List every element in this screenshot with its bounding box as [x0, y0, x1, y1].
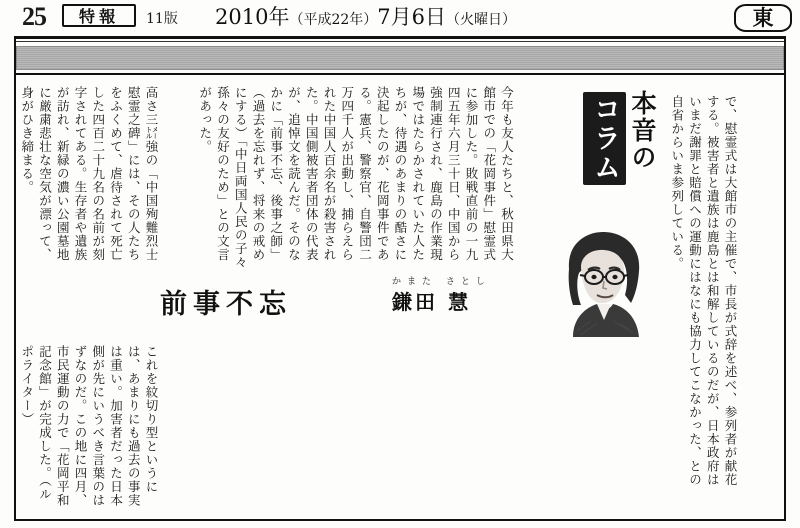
section-badge: 特報 [62, 4, 136, 27]
article-body-lower [18, 345, 558, 510]
column-logo [548, 86, 660, 218]
column-logo-katakana: コラム [583, 92, 626, 185]
rule-thin [14, 41, 786, 42]
article-body-left-top [18, 86, 194, 272]
article-body-right [668, 95, 778, 499]
column-logo-main: 本音の [628, 90, 657, 171]
page-number: 25 [22, 2, 46, 31]
article-body-middle [196, 86, 515, 272]
logo-glyph: 東 [752, 5, 774, 30]
gray-band [16, 46, 784, 70]
issue-date [215, 1, 516, 31]
byline: 鎌田 慧 [392, 290, 471, 314]
byline-ruby: かまた さとし [392, 277, 491, 287]
article-text-lower: これを紋切り型というには、あまりにも過去の事実は重い。加害者だった日本側が先にいうべき言葉のはずなのだ。この地に四月、市民運動の力で「花岡平和記念館」が完成した。（ルポライター） [19, 345, 159, 507]
frame-bottom [14, 519, 786, 521]
frame-left [14, 36, 16, 520]
article-text-middle: 今年も友人たちと、秋田県大館市での「花岡事件」慰霊式に参加した。敗戦直前の一九四五年六月三十日、中国から強制連行され、鹿島の作業現場ではたらかされていた人たちが、待遇のあまりの酷さに決起したのが、花岡事件である。憲兵、警察官、自警団二万四千人が出動し、捕らえられた中国人百余名が殺害された。中国側被害者団体の代表が、追悼文を読んだ。そのなかに「前事不忘、後事之師」（過去を忘れず、将来の戒めにする）「中日両国人民の子々孫々の友好のため」との文言があった。 [197, 86, 515, 269]
author-portrait [551, 225, 655, 337]
issue-day-of-week: （火曜日） [446, 12, 517, 28]
article-text-right: で、慰霊式は大館市の主催で、市長が式辞を述べ、参列者が献花する。被害者と遺族は鹿島とは和解しているのだが、日本政府はいまだ謝罪と賠償への運動にはなにも協力してこなかった、との自省からいま参列している。 [669, 95, 738, 487]
edition-label: 11版 [146, 11, 178, 27]
rule-top [14, 36, 786, 39]
newspaper-logo-icon [734, 4, 792, 32]
issue-year: 2010年 [215, 5, 290, 29]
issue-month-day: 7月6日 [377, 5, 447, 29]
rule-under-band [14, 73, 786, 75]
issue-era: （平成22年） [289, 12, 378, 28]
article-text-left-top: 高さ三㍍強の「中国殉難烈士慰霊之碑」には、その人たちをふくめて、虐待されて死亡した四百二十九名の名前が刻字されてある。生存者や遺族が訪れ、新緑の濃い公園墓地に厳粛悲壮な空気が漂って、身がひき締まる。 [19, 86, 159, 262]
frame-right [784, 36, 786, 520]
masthead [0, 0, 800, 34]
headline: 前事不忘 [160, 289, 292, 320]
